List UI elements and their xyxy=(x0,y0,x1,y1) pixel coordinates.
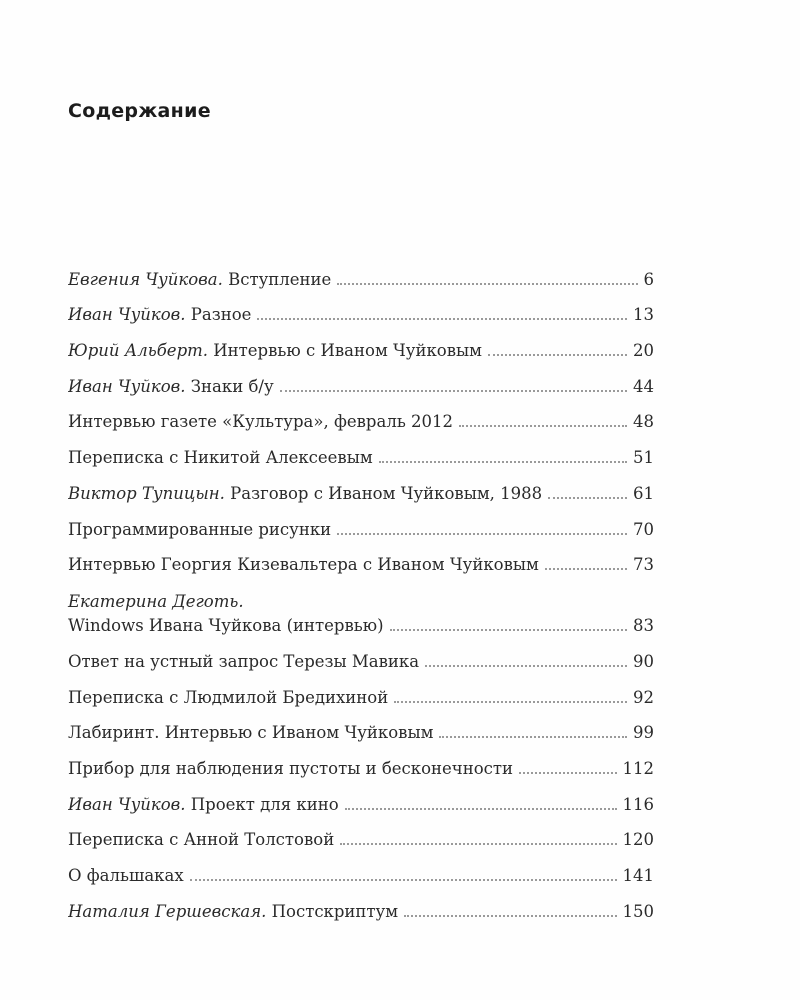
toc-entry xyxy=(68,471,654,507)
toc-entry xyxy=(68,818,654,854)
dot-leader xyxy=(340,843,616,845)
toc-entry-line xyxy=(68,616,654,639)
toc-entry-page: 112 xyxy=(622,758,654,778)
dot-leader xyxy=(390,629,627,631)
toc-entry-page: 44 xyxy=(633,376,654,396)
toc-entry-text xyxy=(68,484,542,507)
toc-entry-text xyxy=(68,723,433,746)
toc-entry xyxy=(68,507,654,543)
toc-entry-title: О фальшаках xyxy=(68,866,184,885)
toc-entry-text xyxy=(68,412,453,435)
dot-leader xyxy=(545,568,627,570)
toc-entry-author: Юрий Альберт. xyxy=(68,341,209,361)
toc-entry xyxy=(68,675,654,711)
toc-entry-page: 20 xyxy=(633,341,654,361)
toc-entry xyxy=(68,639,654,675)
toc-entry-title: Разное xyxy=(190,305,252,325)
toc-entry-title: Ответ на устный запрос Терезы Мавика xyxy=(68,651,420,671)
toc-entry-author: Иван Чуйков. xyxy=(68,376,186,396)
toc-entry-text xyxy=(68,795,339,818)
toc-entry-author: Наталия Гершевская. xyxy=(68,901,267,921)
toc-entry-page: 120 xyxy=(622,830,654,850)
dot-leader xyxy=(345,808,617,810)
dot-leader xyxy=(257,318,627,320)
table-of-contents xyxy=(68,257,654,925)
toc-entry-author: Екатерина Деготь. xyxy=(68,592,244,612)
toc-entry-title: Интервью с Иваном Чуйковым xyxy=(213,341,482,361)
toc-entry-text xyxy=(68,270,331,293)
toc-entry-title: Переписка с Анной Толстовой xyxy=(68,830,335,850)
page-title: Содержание xyxy=(68,100,211,122)
toc-entry-text xyxy=(68,759,513,782)
toc-entry-text xyxy=(68,555,539,578)
toc-entry-page: 150 xyxy=(622,901,654,921)
dot-leader xyxy=(280,390,627,392)
dot-leader xyxy=(337,283,637,285)
dot-leader xyxy=(190,879,617,881)
toc-entry-text xyxy=(68,377,274,400)
toc-entry xyxy=(68,435,654,471)
toc-entry-page: 92 xyxy=(633,687,654,707)
toc-entry-page: 70 xyxy=(633,519,654,539)
toc-entry xyxy=(68,889,654,925)
dot-leader xyxy=(519,772,616,774)
toc-entry xyxy=(68,543,654,579)
toc-entry-title: Программированные рисунки xyxy=(68,519,332,539)
toc-entry xyxy=(68,364,654,400)
toc-entry-title: Прибор для наблюдения пустоты и бесконечности xyxy=(68,758,514,778)
dot-leader xyxy=(425,665,627,667)
toc-entry-text xyxy=(68,448,373,471)
toc-entry-page: 13 xyxy=(633,305,654,325)
toc-entry-page: 73 xyxy=(633,555,654,575)
toc-entry-text xyxy=(68,520,331,543)
toc-entry-title: Переписка с Никитой Алексеевым xyxy=(68,448,373,468)
toc-entry-text xyxy=(68,305,251,328)
toc-entry-title: Постскриптум xyxy=(271,901,399,921)
toc-entry-title: Разговор с Иваном Чуйковым, 1988 xyxy=(230,483,543,503)
toc-entry-page: 83 xyxy=(633,616,654,636)
toc-entry xyxy=(68,257,654,293)
toc-entry-author: Евгения Чуйкова. xyxy=(68,269,223,289)
dot-leader xyxy=(488,354,627,356)
toc-entry-page: 141 xyxy=(622,866,654,885)
toc-entry-text xyxy=(68,830,334,853)
toc-entry-author: Виктор Тупицын. xyxy=(68,483,225,503)
toc-entry-text xyxy=(68,866,184,889)
toc-entry-page: 90 xyxy=(633,651,654,671)
toc-entry-text xyxy=(68,652,419,675)
toc-entry-title: Windows Ивана Чуйкова (интервью) xyxy=(68,616,384,636)
toc-entry-title: Интервью газете «Культура», февраль 2012 xyxy=(68,412,454,432)
toc-entry xyxy=(68,746,654,782)
toc-entry-page: 61 xyxy=(633,483,654,503)
dot-leader xyxy=(459,425,627,427)
toc-entry-title: Переписка с Людмилой Бредихиной xyxy=(68,687,389,707)
dot-leader xyxy=(439,736,627,738)
dot-leader xyxy=(394,701,627,703)
dot-leader xyxy=(548,497,627,499)
toc-entry-page: 48 xyxy=(633,412,654,432)
toc-entry-title: Проект для кино xyxy=(190,794,339,814)
toc-entry-author: Иван Чуйков. xyxy=(68,794,186,814)
toc-entry-author: Иван Чуйков. xyxy=(68,305,186,325)
toc-entry-page: 51 xyxy=(633,448,654,468)
toc-entry-text xyxy=(68,688,388,711)
toc-entry xyxy=(68,578,654,639)
dot-leader xyxy=(379,461,627,463)
toc-entry-title: Интервью Георгия Кизевальтера с Иваном Чуйковым xyxy=(68,555,539,575)
dot-leader xyxy=(337,533,627,535)
toc-entry xyxy=(68,293,654,329)
toc-entry xyxy=(68,711,654,747)
toc-entry-title: Лабиринт. Интервью с Иваном Чуйковым xyxy=(68,723,434,743)
toc-entry-text xyxy=(68,341,482,364)
toc-entry-page: 6 xyxy=(643,269,654,289)
toc-entry-page: 116 xyxy=(622,794,654,814)
toc-entry-title: Знаки б/у xyxy=(190,376,274,396)
toc-entry xyxy=(68,853,654,889)
toc-entry-page: 99 xyxy=(633,723,654,743)
dot-leader xyxy=(404,915,616,917)
toc-entry xyxy=(68,328,654,364)
toc-entry xyxy=(68,400,654,436)
toc-entry-title: Вступление xyxy=(228,269,332,289)
toc-entry xyxy=(68,782,654,818)
toc-entry-text xyxy=(68,902,398,925)
